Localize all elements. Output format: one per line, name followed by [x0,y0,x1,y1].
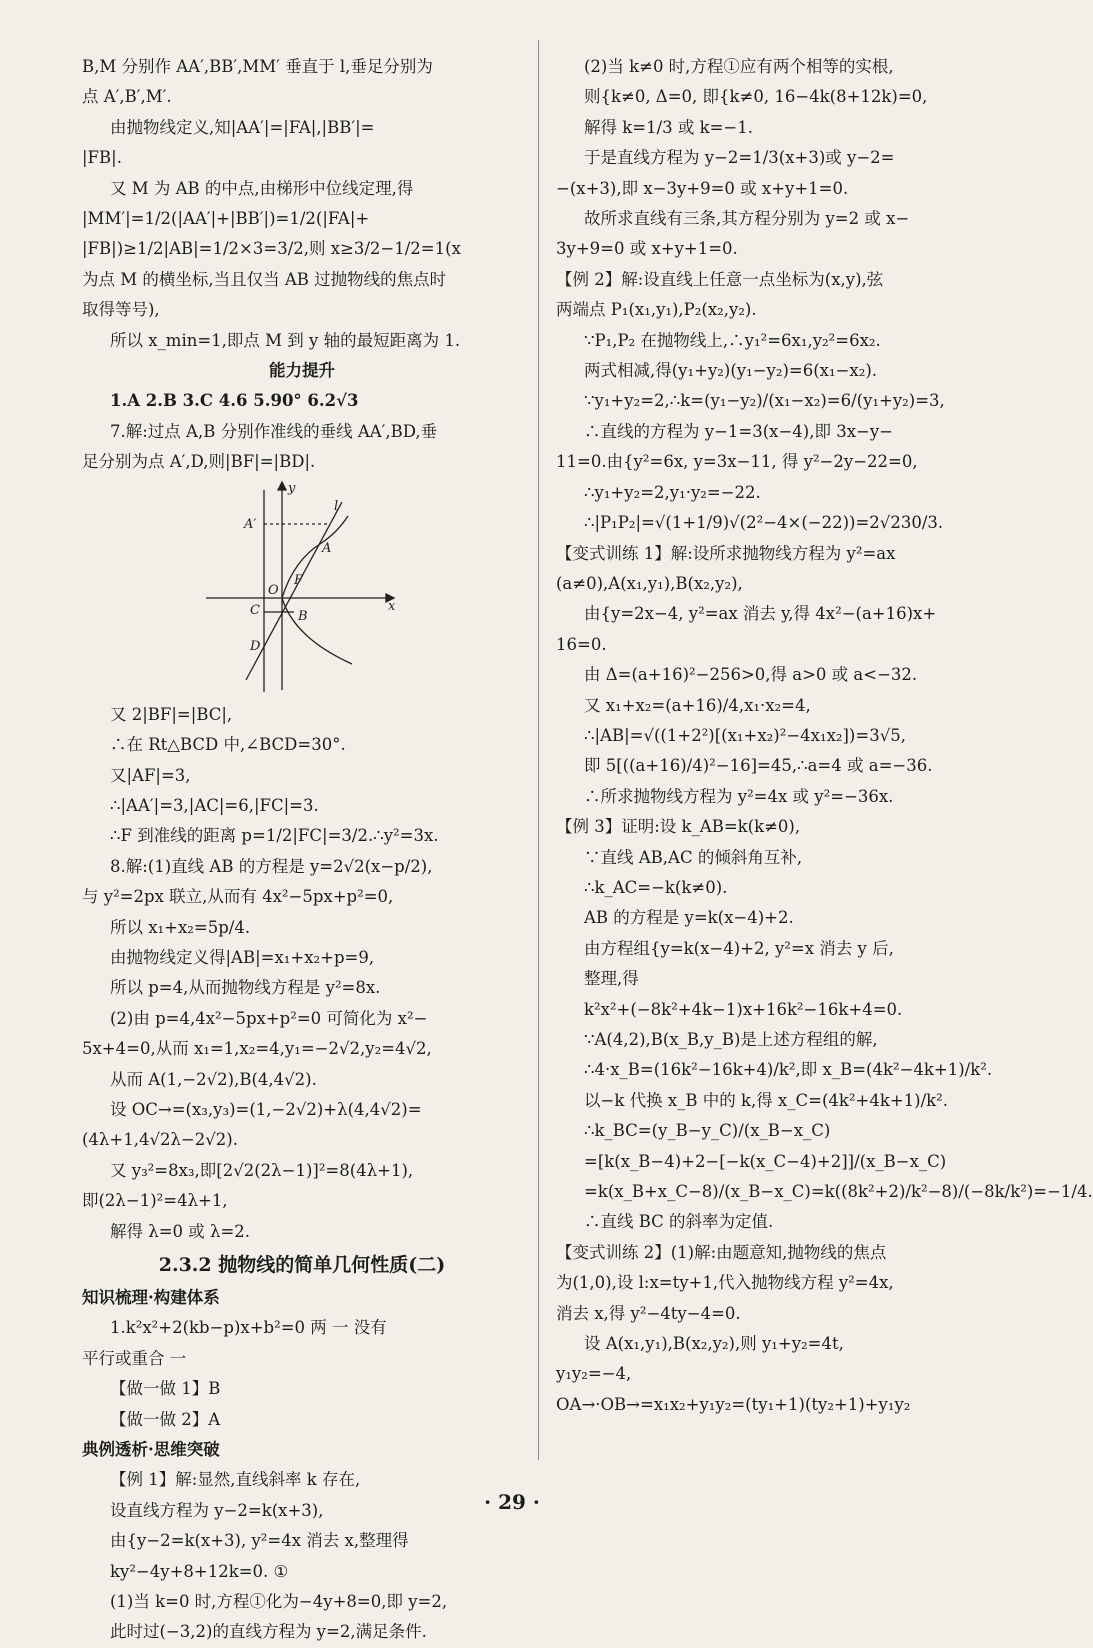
text-line: B,M 分别作 AA′,BB′,MM′ 垂直于 l,垂足分别为 [82,57,433,76]
text-line: −(x+3),即 x−3y+9=0 或 x+y+1=0. [556,178,849,198]
y-axis-arrow [278,482,286,490]
column-divider [538,40,539,1460]
text-line: k²x²+(−8k²+4k−1)x+16k²−16k+4=0. [584,999,903,1019]
text-line: ∴直线 BC 的斜率为定值. [584,1212,774,1232]
text-line: ∴|P₁P₂|=√(1+1/9)√(2²−4×(−22))=2√230/3. [584,513,944,533]
text-line: 即(2λ−1)²=4λ+1, [82,1191,228,1211]
text-line: 又|AF|=3, [110,765,191,785]
fig-label: l [334,498,339,514]
text-line: |MM′|=1/2(|AA′|+|BB′|)=1/2(|FA|+ [82,209,370,229]
fig-label: F [294,572,304,588]
text-line: ∵y₁+y₂=2,∴k=(y₁−y₂)/(x₁−x₂)=6/(y₁+y₂)=3, [584,391,945,411]
text-line: 从而 A(1,−2√2),B(4,4√2). [110,1069,317,1089]
text-line: 设 A(x₁,y₁),B(x₂,y₂),则 y₁+y₂=4t, [584,1334,844,1354]
right-column [556,52,1093,1420]
text-line: (4λ+1,4√2λ−2√2). [82,1130,238,1150]
text-line: 又 y₃²=8x₃,即[2√2(2λ−1)]²=8(4λ+1), [110,1160,414,1180]
text-line: 解得 λ=0 或 λ=2. [110,1221,251,1241]
text-line: ∴|AB|=√((1+2²)[(x₁+x₂)²−4x₁x₂])=3√5, [584,725,906,745]
text-line: 由抛物线定义,知|AA′|=|FA|,|BB′|= [110,117,375,137]
left-block-2 [82,700,522,1247]
text-line: 与 y²=2px 联立,从而有 4x²−5px+p²=0, [82,887,394,907]
text-line: 【例 2】解:设直线上任意一点坐标为(x,y),弦 [556,269,884,289]
text-line: 两端点 P₁(x₁,y₁),P₂(x₂,y₂). [556,300,757,320]
text-line: ∵直线 AB,AC 的倾斜角互补, [584,847,803,867]
text-line: (2)由 p=4,4x²−5px+p²=0 可简化为 x²− [110,1008,428,1028]
text-line: 由{y−2=k(x+3), y²=4x 消去 x,整理得 [110,1531,409,1551]
text-line: 为点 M 的横坐标,当且仅当 AB 过抛物线的焦点时 [82,269,447,289]
text-line: 取得等号), [82,300,160,320]
fig-label: O [268,582,279,598]
text-line: 由 Δ=(a+16)²−256>0,得 a>0 或 a<−32. [584,665,918,685]
text-line: 整理,得 [584,969,639,989]
text-line: ∴在 Rt△BCD 中,∠BCD=30°. [110,735,346,755]
text-line: 所以 x_min=1,即点 M 到 y 轴的最短距离为 1. [110,330,461,350]
text-line: 解得 k=1/3 或 k=−1. [584,117,754,137]
text-line: ∴F 到准线的距离 p=1/2|FC|=3/2.∴y²=3x. [110,826,439,846]
text-line: 【变式训练 1】解:设所求抛物线方程为 y²=ax [556,543,896,563]
fig-label: B [298,608,308,624]
left-block-3 [82,1283,522,1648]
text-line: |FB|. [82,148,122,168]
text-line: 【变式训练 2】(1)解:由题意知,抛物线的焦点 [556,1242,887,1262]
fig-label: x [388,598,396,614]
text-line: 以−k 代换 x_B 中的 k,得 x_C=(4k²+4k+1)/k². [584,1090,949,1110]
text-line: 由{y=2x−4, y²=ax 消去 y,得 4x²−(a+16)x+ [584,604,937,624]
text-line: ∴直线的方程为 y−1=3(x−4),即 3x−y− [584,421,893,441]
text-line: 能力提升 [269,361,335,381]
fig-label: A [322,540,332,556]
text-line: =[k(x_B−4)+2−[−k(x_C−4)+2]]/(x_B−x_C) [584,1151,947,1171]
page-number: · 29 · [484,1490,540,1514]
text-line: ∴k_AC=−k(k≠0). [584,877,728,897]
text-line: ∴|AA′|=3,|AC|=6,|FC|=3. [110,795,319,815]
text-line: AB 的方程是 y=k(x−4)+2. [584,908,794,928]
text-line: 【例 3】证明:设 k_AB=k(k≠0), [556,817,801,837]
text-line: 由方程组{y=k(x−4)+2, y²=x 消去 y 后, [584,938,894,958]
text-line: ∴k_BC=(y_B−y_C)/(x_B−x_C) [584,1121,831,1141]
text-line: 1.k²x²+2(kb−p)x+b²=0 两 一 没有 [110,1318,387,1338]
text-line: 【做一做 1】B [110,1379,221,1399]
text-line: 3y+9=0 或 x+y+1=0. [556,239,738,259]
text-line: ∴4·x_B=(16k²−16k+4)/k²,即 x_B=(4k²−4k+1)/k². [584,1060,993,1080]
text-line: 消去 x,得 y²−4ty−4=0. [556,1303,741,1323]
text-line: 5x+4=0,从而 x₁=1,x₂=4,y₁=−2√2,y₂=4√2, [82,1039,432,1059]
left-column [82,52,522,1648]
text-line: 7.解:过点 A,B 分别作准线的垂线 AA′,BD,垂 [110,421,438,441]
text-line: 所以 x₁+x₂=5p/4. [110,917,251,937]
fig-label: D [250,638,261,654]
text-line: ky²−4y+8+12k=0. ① [110,1561,289,1581]
parabola-upper [282,516,348,598]
text-line: 点 A′,B′,M′. [82,87,172,107]
text-line: ∴y₁+y₂=2,y₁·y₂=−22. [584,482,761,502]
text-line: 知识梳理·构建体系 [82,1288,220,1307]
text-line: 由抛物线定义得|AB|=x₁+x₂+p=9, [110,947,375,967]
text-line: 又 2|BF|=|BC|, [110,704,233,724]
text-line: (2)当 k≠0 时,方程①应有两个相等的实根, [584,57,894,76]
left-block-1 [82,52,522,478]
text-line: =k(x_B+x_C−8)/(x_B−x_C)=k((8k²+2)/k²−8)/(−8k/k²)=−1/4. [584,1182,1093,1202]
text-line: 则{k≠0, Δ=0, 即{k≠0, 16−4k(8+12k)=0, [584,87,928,107]
text-line: 16=0. [556,634,607,654]
parabola-diagram [202,480,402,696]
text-line: 1.A 2.B 3.C 4.6 5.90° 6.2√3 [110,391,359,411]
text-line: ∵P₁,P₂ 在抛物线上,∴y₁²=6x₁,y₂²=6x₂. [584,330,881,350]
section-title: 2.3.2 抛物线的简单几何性质(二) [158,1254,446,1276]
text-line: ∵A(4,2),B(x_B,y_B)是上述方程组的解, [584,1030,878,1049]
fig-label: A′ [244,516,257,532]
fig-label: C [250,602,260,618]
parabola-lower [282,598,352,664]
text-line: 平行或重合 一 [82,1348,187,1368]
text-line: 【例 1】解:显然,直线斜率 k 存在, [110,1470,361,1490]
text-line: 此时过(−3,2)的直线方程为 y=2,满足条件. [110,1622,427,1642]
text-line: 故所求直线有三条,其方程分别为 y=2 或 x− [584,209,910,229]
text-line: y₁y₂=−4, [556,1364,632,1384]
text-line: 8.解:(1)直线 AB 的方程是 y=2√2(x−p/2), [110,856,433,876]
text-line: OA→·OB→=x₁x₂+y₁y₂=(ty₁+1)(ty₂+1)+y₁y₂ [556,1394,911,1414]
text-line: |FB|)≥1/2|AB|=1/2×3=3/2,则 x≥3/2−1/2=1(x [82,239,461,259]
text-line: 又 M 为 AB 的中点,由梯形中位线定理,得 [110,178,414,198]
text-line: 【做一做 2】A [110,1409,221,1429]
text-line: 为(1,0),设 l:x=ty+1,代入抛物线方程 y²=4x, [556,1273,894,1293]
text-line: 11=0.由{y²=6x, y=3x−11, 得 y²−2y−22=0, [556,452,918,472]
text-line: 所以 p=4,从而抛物线方程是 y²=8x. [110,978,381,998]
text-line: 于是直线方程为 y−2=1/3(x+3)或 y−2= [584,148,895,168]
text-line: 即 5[((a+16)/4)²−16]=45,∴a=4 或 a=−36. [584,756,933,776]
text-line: ∴所求抛物线方程为 y²=4x 或 y²=−36x. [584,786,894,806]
text-line: 设直线方程为 y−2=k(x+3), [110,1500,324,1520]
text-line: (1)当 k=0 时,方程①化为−4y+8=0,即 y=2, [110,1592,448,1612]
text-line: 又 x₁+x₂=(a+16)/4,x₁·x₂=4, [584,695,811,715]
fig-label: y [288,480,296,496]
parabola-figure [82,478,522,700]
text-line: 两式相减,得(y₁+y₂)(y₁−y₂)=6(x₁−x₂). [584,361,877,381]
text-line: 足分别为点 A′,D,则|BF|=|BD|. [82,452,316,472]
text-line: 典例透析·思维突破 [82,1440,220,1460]
text-line: 设 OC→=(x₃,y₃)=(1,−2√2)+λ(4,4√2)= [110,1099,422,1119]
text-line: (a≠0),A(x₁,y₁),B(x₂,y₂), [556,573,743,593]
